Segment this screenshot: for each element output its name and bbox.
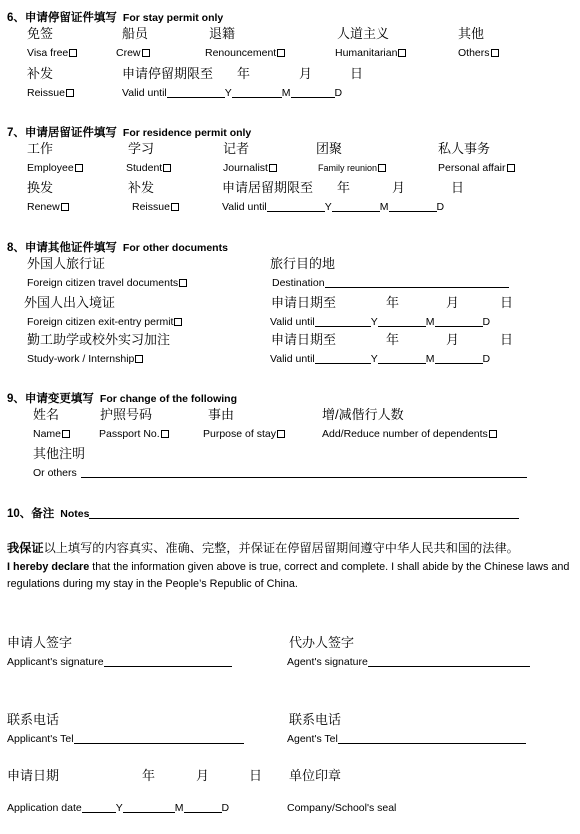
exit-entry-day-input[interactable] xyxy=(435,317,483,327)
day-zh-2: 日 xyxy=(451,180,465,195)
name-zh: 姓名 xyxy=(33,407,60,422)
residence-valid-until-field: Valid until Y M D xyxy=(222,201,445,213)
visa-free-checkbox[interactable] xyxy=(69,49,77,57)
day-zh-5: 日 xyxy=(249,768,263,783)
name-checkbox[interactable] xyxy=(62,430,70,438)
travel-doc-zh: 外国人旅行证 xyxy=(27,256,106,271)
study-month-input[interactable] xyxy=(378,354,426,364)
applicant-signature-zh: 申请人签字 xyxy=(7,635,73,650)
family-reunion-zh: 团聚 xyxy=(316,141,343,156)
year-zh-4: 年 xyxy=(386,332,400,347)
section-7-heading xyxy=(7,124,251,140)
section-10-heading-en: Notes xyxy=(60,508,90,520)
renouncement-checkbox[interactable] xyxy=(277,49,285,57)
section-7-heading-zh: 7、申请居留证件填写 xyxy=(7,127,117,139)
purpose-zh: 事由 xyxy=(208,407,235,422)
applicant-tel-input[interactable] xyxy=(74,734,244,744)
purpose-checkbox[interactable] xyxy=(277,430,285,438)
stay-day-input[interactable] xyxy=(291,88,335,98)
exit-entry-option: Foreign citizen exit-entry permit xyxy=(27,317,182,328)
dependents-checkbox[interactable] xyxy=(489,430,497,438)
section-6-heading-en: For stay permit only xyxy=(122,12,224,24)
student-zh: 学习 xyxy=(128,141,155,156)
exit-entry-zh: 外国人出入境证 xyxy=(24,295,116,310)
others-checkbox[interactable] xyxy=(491,49,499,57)
section-8-heading xyxy=(7,239,228,255)
section-9-heading-en: For change of the following xyxy=(99,393,237,405)
residence-day-input[interactable] xyxy=(389,202,437,212)
stay-month-input[interactable] xyxy=(232,88,282,98)
dependents-zh: 增/减偕行人数 xyxy=(322,407,404,422)
month-zh-3: 月 xyxy=(446,295,460,310)
humanitarian-zh: 人道主义 xyxy=(337,26,390,41)
personal-affair-option: Personal affair xyxy=(438,163,515,174)
exit-entry-date-zh: 申请日期至 xyxy=(271,295,337,310)
journalist-zh: 记者 xyxy=(223,141,250,156)
applicant-tel-zh: 联系电话 xyxy=(7,712,60,727)
section-10 xyxy=(7,505,519,521)
reissue-checkbox[interactable] xyxy=(66,89,74,97)
year-zh-2: 年 xyxy=(337,180,351,195)
reissue-option: Reissue xyxy=(27,88,74,99)
agent-tel-input[interactable] xyxy=(338,734,526,744)
day-zh-4: 日 xyxy=(500,332,514,347)
exit-entry-month-input[interactable] xyxy=(378,317,426,327)
seal-en: Company/School's seal xyxy=(287,802,397,814)
applicant-tel-field: Applicant's Tel xyxy=(7,734,244,745)
agent-signature-field: Agent's signature xyxy=(287,657,530,668)
stay-valid-until-field: Valid until Y M D xyxy=(122,87,343,99)
study-zh: 勤工助学或校外实习加注 xyxy=(27,332,171,347)
passport-no-zh: 护照号码 xyxy=(100,407,153,422)
destination-field: Destination xyxy=(272,278,509,289)
section-6-heading-zh: 6、申请停留证件填写 xyxy=(7,12,117,24)
residence-month-input[interactable] xyxy=(332,202,380,212)
section-9-heading xyxy=(7,390,237,406)
day-zh-3: 日 xyxy=(500,295,514,310)
month-zh-2: 月 xyxy=(392,180,406,195)
year-zh: 年 xyxy=(237,66,251,81)
dependents-option: Add/Reduce number of dependents xyxy=(322,429,497,440)
employee-checkbox[interactable] xyxy=(75,164,83,172)
study-date-zh: 申请日期至 xyxy=(271,332,337,347)
study-day-input[interactable] xyxy=(435,354,483,364)
month-zh-5: 月 xyxy=(196,768,210,783)
applicant-signature-input[interactable] xyxy=(104,657,232,667)
purpose-option: Purpose of stay xyxy=(203,429,285,440)
year-zh-5: 年 xyxy=(142,768,156,783)
section-8-heading-en: For other documents xyxy=(122,242,228,254)
journalist-option: Journalist xyxy=(223,163,277,174)
renew-checkbox[interactable] xyxy=(61,203,69,211)
reissue-zh-2: 补发 xyxy=(128,180,155,195)
month-zh: 月 xyxy=(299,66,313,81)
travel-doc-option: Foreign citizen travel documents xyxy=(27,278,187,289)
crew-zh: 船员 xyxy=(122,26,149,41)
renew-option: Renew xyxy=(27,202,69,213)
others-note-zh: 其他注明 xyxy=(33,446,86,461)
others-input[interactable] xyxy=(81,468,527,478)
family-reunion-checkbox[interactable] xyxy=(378,164,386,172)
section-10-heading-zh: 10、备注 xyxy=(7,508,55,520)
month-zh-4: 月 xyxy=(446,332,460,347)
personal-affair-zh: 私人事务 xyxy=(438,141,491,156)
agent-tel-zh: 联系电话 xyxy=(289,712,342,727)
application-date-field: Application date Y M D xyxy=(7,802,230,814)
student-checkbox[interactable] xyxy=(163,164,171,172)
others-field: Or others xyxy=(33,468,527,479)
passport-no-checkbox[interactable] xyxy=(161,430,169,438)
employee-zh: 工作 xyxy=(27,141,54,156)
stay-year-input[interactable] xyxy=(167,88,225,98)
study-valid-until-field: Valid until Y M D xyxy=(270,353,491,365)
study-option: Study-work / Internship xyxy=(27,354,143,365)
application-day-input[interactable] xyxy=(184,803,222,813)
exit-entry-checkbox[interactable] xyxy=(174,318,182,326)
humanitarian-checkbox[interactable] xyxy=(398,49,406,57)
reissue-zh: 补发 xyxy=(27,66,54,81)
application-year-input[interactable] xyxy=(82,803,116,813)
others-option: Others xyxy=(458,48,499,59)
section-7-heading-en: For residence permit only xyxy=(122,127,252,139)
name-option: Name xyxy=(33,429,70,440)
stay-valid-until-zh: 申请停留期限至 xyxy=(122,66,214,81)
renouncement-zh: 退籍 xyxy=(209,26,236,41)
others-zh: 其他 xyxy=(458,26,485,41)
travel-doc-checkbox[interactable] xyxy=(179,279,187,287)
visa-free-option: Visa free xyxy=(27,48,77,59)
section-9-heading-zh: 9、申请变更填写 xyxy=(7,393,94,405)
visa-free-zh: 免签 xyxy=(27,26,54,41)
destination-input[interactable] xyxy=(325,278,509,288)
residence-valid-until-zh: 申请居留期限至 xyxy=(222,180,314,195)
study-checkbox[interactable] xyxy=(135,355,143,363)
day-zh: 日 xyxy=(350,66,364,81)
reissue-checkbox-2[interactable] xyxy=(171,203,179,211)
destination-zh: 旅行目的地 xyxy=(270,256,336,271)
exit-entry-year-input[interactable] xyxy=(315,317,371,327)
application-date-zh: 申请日期 xyxy=(7,768,60,783)
seal-zh: 单位印章 xyxy=(289,768,342,783)
applicant-signature-field: Applicant's signature xyxy=(7,657,232,668)
journalist-checkbox[interactable] xyxy=(269,164,277,172)
section-6-heading xyxy=(7,9,223,25)
renouncement-option: Renouncement xyxy=(205,48,285,59)
crew-checkbox[interactable] xyxy=(142,49,150,57)
agent-signature-input[interactable] xyxy=(368,657,530,667)
reissue-option-2: Reissue xyxy=(132,202,179,213)
agent-tel-field: Agent's Tel xyxy=(287,734,526,745)
student-option: Student xyxy=(126,163,171,174)
renew-zh: 换发 xyxy=(27,180,54,195)
declaration-zh: 我保证以上填写的内容真实、准确、完整，并保证在停留居留期间遵守中华人民共和国的法律。 xyxy=(7,541,519,555)
declaration-en: I hereby declare that the information given above is true, correct and complete. I shall abide by the Chinese laws and regulations during my stay in the People’s Republic of China. xyxy=(7,561,570,590)
application-month-input[interactable] xyxy=(123,803,175,813)
study-year-input[interactable] xyxy=(315,354,371,364)
section-8-heading-zh: 8、申请其他证件填写 xyxy=(7,242,117,254)
family-reunion-option: Family reunion xyxy=(318,164,386,173)
personal-affair-checkbox[interactable] xyxy=(507,164,515,172)
passport-no-option: Passport No. xyxy=(99,429,169,440)
notes-input[interactable] xyxy=(89,509,519,519)
humanitarian-option: Humanitarian xyxy=(335,48,406,59)
employee-option: Employee xyxy=(27,163,83,174)
agent-signature-zh: 代办人签字 xyxy=(289,635,355,650)
crew-option: Crew xyxy=(116,48,150,59)
exit-entry-valid-until-field: Valid until Y M D xyxy=(270,316,491,328)
year-zh-3: 年 xyxy=(386,295,400,310)
residence-year-input[interactable] xyxy=(267,202,325,212)
